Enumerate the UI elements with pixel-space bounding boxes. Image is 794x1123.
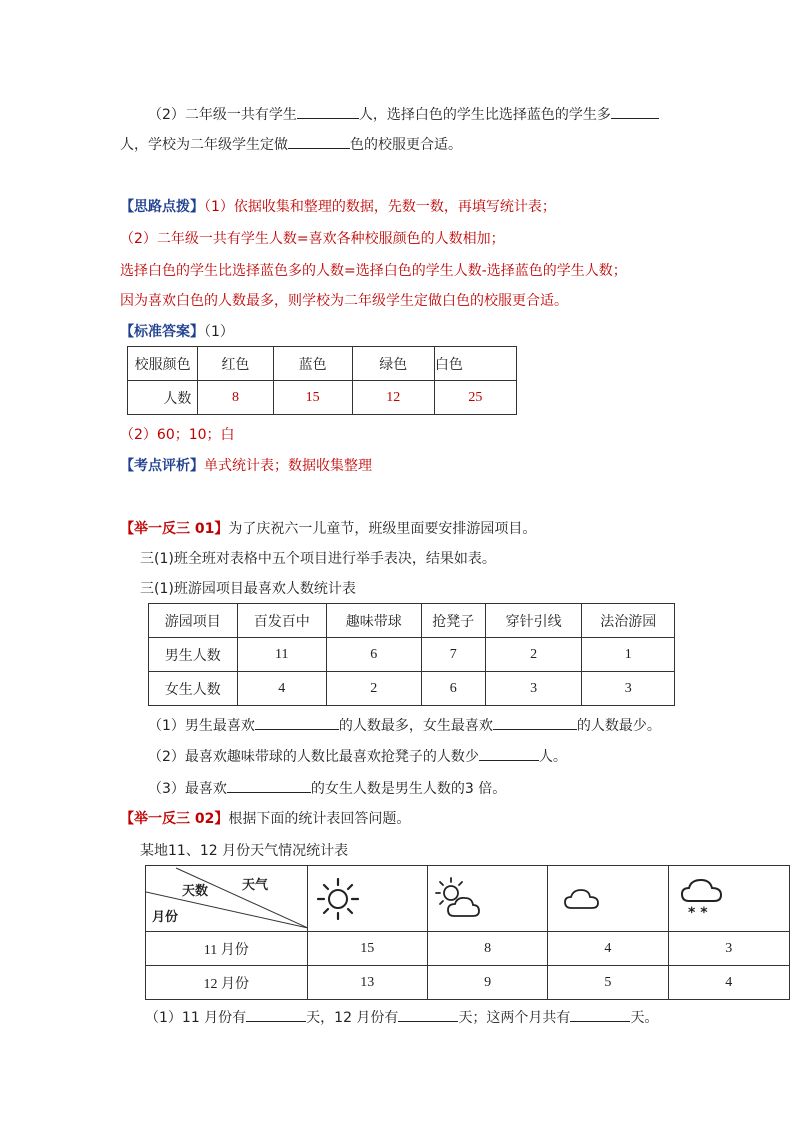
- table-cell: 13: [307, 966, 427, 1000]
- table-cell: 7: [421, 638, 485, 672]
- table-cell: 11: [237, 638, 327, 672]
- answer-part-2: （2）60；10；白: [120, 427, 235, 443]
- table-cell: 4: [237, 672, 327, 706]
- table-row: [146, 932, 790, 966]
- weather-header: [427, 866, 547, 932]
- example-1-q2: （2）最喜欢趣味带球的人数比最喜欢抢凳子的人数少 人。: [148, 746, 567, 766]
- table-row: [146, 966, 790, 1000]
- row-label: 男生人数: [149, 638, 238, 672]
- table-header: 绿色: [352, 347, 434, 381]
- answer-blank[interactable]: [493, 715, 577, 730]
- table-cell: 15: [273, 381, 352, 415]
- table-cell: 12: [352, 381, 434, 415]
- hint-line-3: 选择白色的学生比选择蓝色多的人数=选择白色的学生人数-选择蓝色的学生人数；: [120, 263, 627, 279]
- table-cell: 3: [485, 672, 582, 706]
- example-2-label: 【举一反三 02】: [120, 811, 229, 827]
- svg-text:* *: * *: [687, 904, 708, 921]
- question-2-line-2: 人，学校为二年级学生定做 色的校服更合适。: [120, 134, 462, 154]
- table-cell: 2: [327, 672, 422, 706]
- example-1-q3: （3）最喜欢 的女生人数是男生人数的3 倍。: [148, 778, 506, 798]
- weather-header: [548, 866, 668, 932]
- example-1-q1: （1）男生最喜欢 的人数最多，女生最喜欢 的人数最少。: [148, 715, 661, 735]
- example-1-table-title: 三(1)班游园项目最喜欢人数统计表: [140, 581, 356, 597]
- hint-label: 【思路点拨】: [120, 199, 204, 215]
- example-1-label: 【举一反三 01】: [120, 521, 229, 537]
- table-header: 穿针引线: [485, 604, 582, 638]
- answer-blank[interactable]: [570, 1007, 630, 1022]
- table-header: 法治游园: [582, 604, 675, 638]
- answer-blank[interactable]: [297, 104, 359, 119]
- table-corner-cell: [146, 866, 308, 932]
- weather-header: [307, 866, 427, 932]
- analysis-label: 【考点评析】: [120, 458, 204, 474]
- cloudy-icon: [562, 884, 602, 914]
- table-cell: 5: [548, 966, 668, 1000]
- table-header: 红色: [198, 347, 273, 381]
- table-cell: 15: [307, 932, 427, 966]
- answer-label: 【标准答案】: [120, 324, 204, 340]
- answer-blank[interactable]: [611, 104, 659, 119]
- table-cell: 9: [427, 966, 547, 1000]
- table-cell: 8: [427, 932, 547, 966]
- example-2-table-title: 某地11、12 月份天气情况统计表: [140, 843, 349, 859]
- hint-line-1: 【思路点拨】（1）依据收集和整理的数据，先数一数，再填写统计表；: [120, 199, 556, 215]
- table-header: 抢凳子: [421, 604, 485, 638]
- snow-icon: [679, 877, 725, 921]
- table-header: 游园项目: [149, 604, 238, 638]
- table-header: 蓝色: [273, 347, 352, 381]
- example-1-line-2: 三(1)班全班对表格中五个项目进行举手表决，结果如表。: [140, 551, 496, 567]
- corner-label-top: 天气: [242, 877, 269, 892]
- project-table: [148, 603, 675, 706]
- table-cell: 3: [582, 672, 675, 706]
- analysis-line: 【考点评析】单式统计表；数据收集整理: [120, 458, 372, 474]
- table-cell: 2: [485, 638, 582, 672]
- table-header: 白色: [434, 347, 516, 381]
- table-header: 趣味带球: [327, 604, 422, 638]
- table-cell: 6: [421, 672, 485, 706]
- sunny-icon: [316, 877, 360, 921]
- corner-label-bottom: 月份: [152, 909, 179, 924]
- answer-heading: 【标准答案】（1）: [120, 324, 234, 340]
- table-cell: 4: [668, 966, 789, 1000]
- answer-table: [127, 346, 517, 415]
- question-2-line-1: （2）二年级一共有学生 人，选择白色的学生比选择蓝色的学生多: [148, 104, 659, 124]
- example-2-intro: 【举一反三 02】根据下面的统计表回答问题。: [120, 811, 411, 827]
- table-header: 校服颜色: [128, 347, 198, 381]
- table-row: [149, 638, 675, 672]
- partly-cloudy-icon: [434, 876, 484, 922]
- corner-label-mid: 天数: [182, 883, 209, 898]
- example-2-q1: （1）11 月份有 天，12 月份有 天；这两个月共有 天。: [145, 1007, 658, 1027]
- table-cell: 4: [548, 932, 668, 966]
- table-cell: 8: [198, 381, 273, 415]
- answer-blank[interactable]: [246, 1007, 306, 1022]
- answer-blank[interactable]: [255, 715, 339, 730]
- example-1-intro: 【举一反三 01】为了庆祝六一儿童节，班级里面要安排游园项目。: [120, 521, 537, 537]
- table-cell: 3: [668, 932, 789, 966]
- answer-blank[interactable]: [227, 778, 311, 793]
- weather-table: [145, 865, 790, 1000]
- answer-blank[interactable]: [398, 1007, 458, 1022]
- row-label: 12 月份: [146, 966, 308, 1000]
- hint-line-2: （2）二年级一共有学生人数=喜欢各种校服颜色的人数相加；: [120, 231, 505, 247]
- weather-header: [668, 866, 789, 932]
- table-row: [149, 672, 675, 706]
- table-cell: 6: [327, 638, 422, 672]
- row-label: 人数: [128, 381, 198, 415]
- row-label: 11 月份: [146, 932, 308, 966]
- answer-blank[interactable]: [479, 746, 539, 761]
- row-label: 女生人数: [149, 672, 238, 706]
- hint-line-4: 因为喜欢白色的人数最多，则学校为二年级学生定做白色的校服更合适。: [120, 293, 568, 309]
- table-cell: 1: [582, 638, 675, 672]
- answer-blank[interactable]: [288, 134, 350, 149]
- table-cell: 25: [434, 381, 516, 415]
- table-header: 百发百中: [237, 604, 327, 638]
